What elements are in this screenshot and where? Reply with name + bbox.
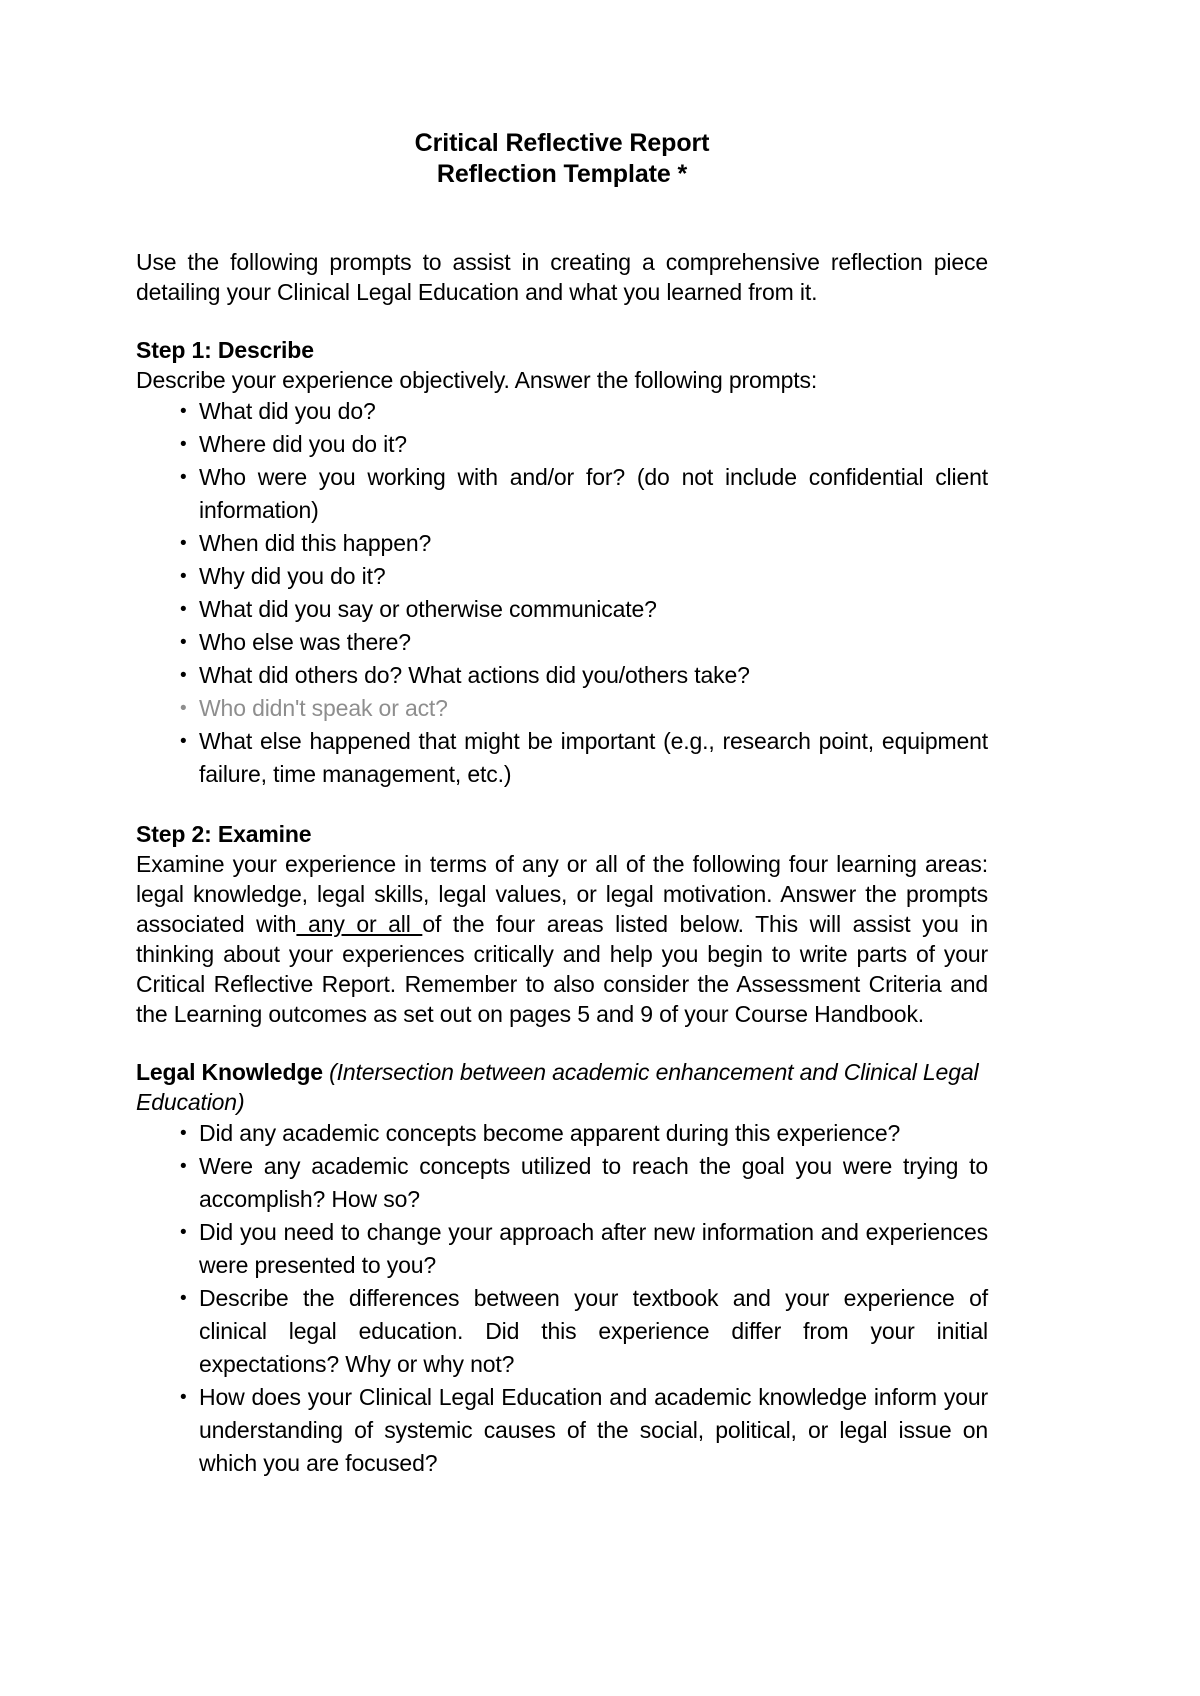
legal-knowledge-bullet-list xyxy=(136,1117,988,1480)
step-2-underlined-phrase: any or all xyxy=(296,911,423,937)
step-2-paragraph-part-2: of the four areas listed below. This will assist you in thinking about your experiences critically and help you begin to write parts of your Critical Reflective Report. Remember to also consider the Assessment Criteria and the Learning outcomes as set out on pages 5 and 9 of your Course Handbook. xyxy=(136,911,988,1027)
list-item: • What did others do? What actions did you/others take? xyxy=(136,659,988,692)
intro-paragraph: Use the following prompts to assist in creating a comprehensive reflection piece detailing your Clinical Legal Education and what you learned from it. xyxy=(136,249,988,305)
list-item: • Who were you working with and/or for? (do not include confidential client information) xyxy=(136,461,988,527)
list-item: • What else happened that might be important (e.g., research point, equipment failure, time management, etc.) xyxy=(136,725,988,791)
step-2-section xyxy=(136,791,988,1029)
step-1-lead: Describe your experience objectively. Answer the following prompts: xyxy=(136,367,818,393)
legal-knowledge-heading xyxy=(136,1029,988,1117)
list-item: • Who else was there? xyxy=(136,626,988,659)
step-1-bullet-list xyxy=(136,395,988,791)
list-item: • What did you say or otherwise communicate? xyxy=(136,593,988,626)
list-item: • Who didn't speak or act? xyxy=(136,692,988,725)
list-item: • When did this happen? xyxy=(136,527,988,560)
document-body xyxy=(136,128,988,1480)
list-item: • Did any academic concepts become apparent during this experience? xyxy=(136,1117,988,1150)
title-line-1: Critical Reflective Report xyxy=(414,129,710,157)
legal-knowledge-section xyxy=(136,1029,988,1480)
list-item: • Where did you do it? xyxy=(136,428,988,461)
list-item: • Describe the differences between your textbook and your experience of clinical legal education. Did this experience differ from your initial expectations? Why or why not? xyxy=(136,1282,988,1381)
step-1-section xyxy=(136,307,988,791)
legal-knowledge-label: Legal Knowledge xyxy=(136,1059,323,1085)
step-1-heading: Step 1: Describe xyxy=(136,337,314,363)
list-item: • Why did you do it? xyxy=(136,560,988,593)
list-item: • What did you do? xyxy=(136,395,988,428)
page-title xyxy=(136,128,988,190)
step-2-heading: Step 2: Examine xyxy=(136,821,312,847)
legal-knowledge-note: (Intersection between academic enhancement and Clinical Legal Education) xyxy=(136,1059,979,1115)
list-item: • How does your Clinical Legal Education and academic knowledge inform your understanding of systemic causes of the social, political, or legal issue on which you are focused? xyxy=(136,1381,988,1480)
list-item: • Were any academic concepts utilized to reach the goal you were trying to accomplish? How so? xyxy=(136,1150,988,1216)
step-2-paragraph-part-1: Examine your experience in terms of any or all of the following four learning areas: legal knowledge, legal skills, legal values, or legal motivation. Answer the prompts associated with xyxy=(136,851,988,937)
title-line-2: Reflection Template * xyxy=(436,160,688,188)
step-2-paragraph xyxy=(136,849,988,1029)
list-item: • Did you need to change your approach after new information and experiences were presented to you? xyxy=(136,1216,988,1282)
